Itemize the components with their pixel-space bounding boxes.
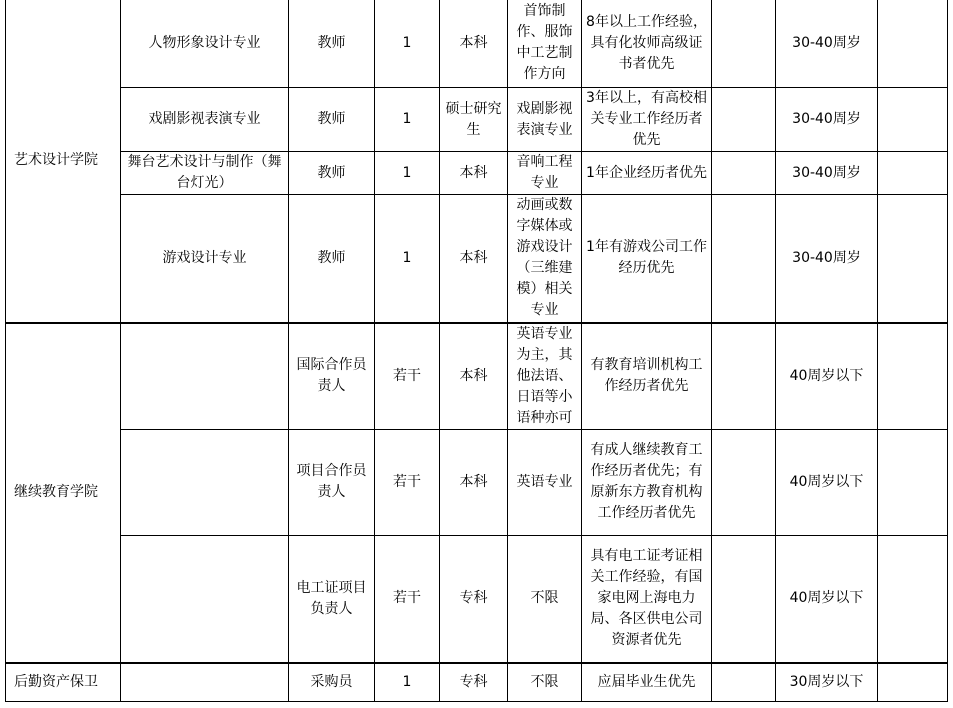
blank-cell xyxy=(878,323,948,430)
major-cell: 音响工程专业 xyxy=(508,152,582,195)
role-cell: 教师 xyxy=(289,0,375,88)
count-cell: 若干 xyxy=(375,323,440,430)
position-cell xyxy=(121,323,289,430)
other-cell xyxy=(712,323,776,430)
major-cell: 戏剧影视表演专业 xyxy=(508,88,582,152)
blank-cell xyxy=(878,0,948,88)
major-cell: 首饰制作、服饰中工艺制作方向 xyxy=(508,0,582,88)
position-cell: 戏剧影视表演专业 xyxy=(121,88,289,152)
degree-cell: 本科 xyxy=(440,152,508,195)
position-cell: 游戏设计专业 xyxy=(121,195,289,323)
degree-cell: 本科 xyxy=(440,195,508,323)
age-cell: 30-40周岁 xyxy=(776,0,878,88)
degree-cell: 硕士研究生 xyxy=(440,88,508,152)
role-cell: 教师 xyxy=(289,88,375,152)
table-row xyxy=(6,663,948,701)
major-cell: 不限 xyxy=(508,535,582,663)
degree-cell: 本科 xyxy=(440,429,508,535)
degree-cell: 本科 xyxy=(440,0,508,88)
other-cell xyxy=(712,195,776,323)
experience-cell: 具有电工证考证相关工作经验，有国家电网上海电力局、各区供电公司资源者优先 xyxy=(582,535,712,663)
position-cell: 舞台艺术设计与制作（舞台灯光） xyxy=(121,152,289,195)
table-row xyxy=(6,429,948,535)
experience-cell: 1年有游戏公司工作经历优先 xyxy=(582,195,712,323)
blank-cell xyxy=(878,663,948,701)
major-cell: 英语专业为主，其他法语、日语等小语种亦可 xyxy=(508,323,582,430)
age-cell: 30-40周岁 xyxy=(776,195,878,323)
role-cell: 采购员 xyxy=(289,663,375,701)
role-cell: 项目合作员责人 xyxy=(289,429,375,535)
count-cell: 若干 xyxy=(375,429,440,535)
position-cell: 人物形象设计专业 xyxy=(121,0,289,88)
major-cell: 英语专业 xyxy=(508,429,582,535)
blank-cell xyxy=(878,429,948,535)
blank-cell xyxy=(878,152,948,195)
degree-cell: 本科 xyxy=(440,323,508,430)
count-cell: 1 xyxy=(375,88,440,152)
table-row xyxy=(6,535,948,663)
age-cell: 30-40周岁 xyxy=(776,152,878,195)
position-cell xyxy=(121,535,289,663)
role-cell: 教师 xyxy=(289,152,375,195)
table-row xyxy=(6,0,948,88)
major-cell: 动画或数字媒体或游戏设计（三维建模）相关专业 xyxy=(508,195,582,323)
age-cell: 40周岁以下 xyxy=(776,535,878,663)
table-row xyxy=(6,323,948,430)
role-cell: 教师 xyxy=(289,195,375,323)
major-cell: 不限 xyxy=(508,663,582,701)
role-cell: 国际合作员责人 xyxy=(289,323,375,430)
age-cell: 30-40周岁 xyxy=(776,88,878,152)
table-row xyxy=(6,152,948,195)
count-cell: 1 xyxy=(375,0,440,88)
count-cell: 1 xyxy=(375,663,440,701)
experience-cell: 8年以上工作经验，具有化妆师高级证书者优先 xyxy=(582,0,712,88)
experience-cell: 应届毕业生优先 xyxy=(582,663,712,701)
recruitment-table xyxy=(5,0,948,702)
other-cell xyxy=(712,429,776,535)
role-cell: 电工证项目负责人 xyxy=(289,535,375,663)
blank-cell xyxy=(878,195,948,323)
age-cell: 40周岁以下 xyxy=(776,323,878,430)
age-cell: 30周岁以下 xyxy=(776,663,878,701)
age-cell: 40周岁以下 xyxy=(776,429,878,535)
count-cell: 1 xyxy=(375,152,440,195)
unit-cell: 后勤资产保卫 xyxy=(6,663,121,701)
degree-cell: 专科 xyxy=(440,663,508,701)
other-cell xyxy=(712,152,776,195)
table-row xyxy=(6,88,948,152)
blank-cell xyxy=(878,88,948,152)
unit-cell: 继续教育学院 xyxy=(6,323,121,664)
other-cell xyxy=(712,88,776,152)
experience-cell: 1年企业经历者优先 xyxy=(582,152,712,195)
degree-cell: 专科 xyxy=(440,535,508,663)
table-row xyxy=(6,195,948,323)
other-cell xyxy=(712,663,776,701)
experience-cell: 有教育培训机构工作经历者优先 xyxy=(582,323,712,430)
count-cell: 1 xyxy=(375,195,440,323)
experience-cell: 3年以上，有高校相关专业工作经历者优先 xyxy=(582,88,712,152)
other-cell xyxy=(712,535,776,663)
experience-cell: 有成人继续教育工作经历者优先；有原新东方教育机构工作经历者优先 xyxy=(582,429,712,535)
unit-cell: 艺术设计学院 xyxy=(6,0,121,323)
count-cell: 若干 xyxy=(375,535,440,663)
other-cell xyxy=(712,0,776,88)
position-cell xyxy=(121,429,289,535)
position-cell xyxy=(121,663,289,701)
blank-cell xyxy=(878,535,948,663)
